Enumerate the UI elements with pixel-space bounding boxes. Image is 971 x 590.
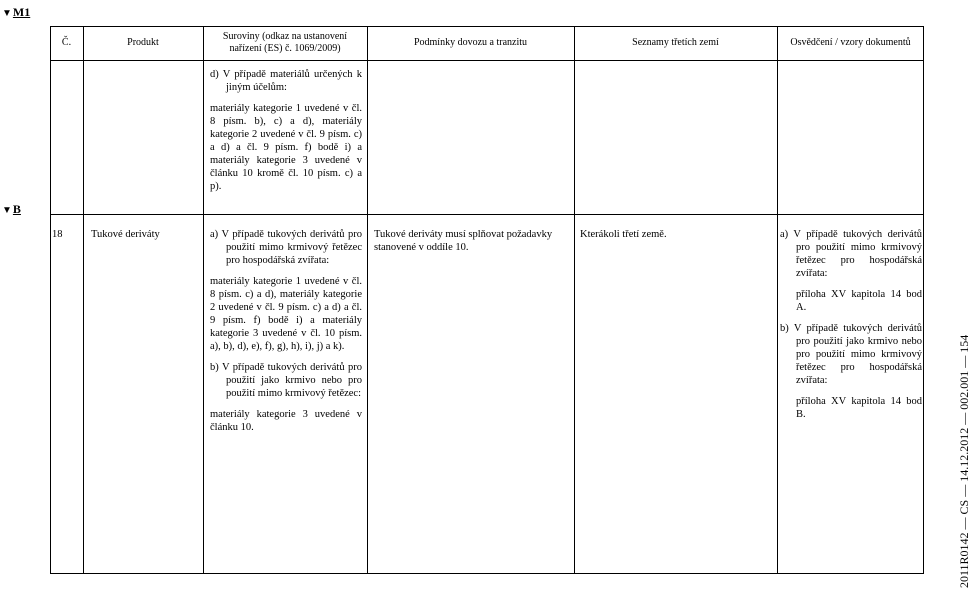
triangle-down-icon: ▼ [2, 8, 12, 19]
column-divider [777, 26, 778, 574]
raw-item-b-detail: materiály kategorie 3 uvedené v článku 10. [210, 409, 362, 433]
header-col-certificates: Osvědčení / vzory dokumentů [790, 37, 911, 48]
certificate-item-a-detail: příloha XV kapitola 14 bod A. [796, 289, 922, 313]
row-18-conditions: Tukové deriváty musí splňovat požadavky stanovené v oddíle 10. [374, 229, 553, 253]
row-18-number: 18 [52, 229, 63, 240]
prev-row-raw-materials [210, 68, 362, 193]
certificate-item-a: a) V případě tukových derivátů pro použití mimo krmivový řetězec pro hospodářská zvířata: [780, 229, 922, 279]
column-divider [203, 26, 204, 574]
column-divider [83, 26, 84, 574]
raw-item-b: b) V případě tukových derivátů pro použití jako krmivo nebo pro použití mimo krmivový řetězec: [210, 362, 362, 399]
header-col-conditions: Podmínky dovozu a tranzitu [413, 37, 528, 48]
header-col-raw-materials [203, 31, 367, 55]
header-col-no: Č. [61, 37, 72, 48]
raw-item-d: d) V případě materiálů určených k jiným účelům: [210, 69, 362, 93]
amendment-marker-b [2, 202, 21, 217]
header-col-countries: Seznamy třetích zemí [632, 37, 719, 48]
raw-item-a-detail: materiály kategorie 1 uvedené v čl. 8 písm. c) a d), materiály kategorie 2 uvedené v čl. 9 písm. c) a d) a čl. 9 písm. f) bodě i) a materiály kategorie 3 uvedené v čl. 10 písm. a), b), d), e), f), g), h), i), j) a k). [210, 276, 362, 352]
row-18-certificates [780, 228, 922, 421]
header-raw-line-2: nařízení (ES) č. 1069/2009) [229, 43, 341, 54]
marker-code: B [12, 202, 21, 216]
raw-item-d-detail: materiály kategorie 1 uvedené v čl. 8 písm. b), c) a d), materiály kategorie 2 uvedené v čl. 9 písm. c) a d) a čl. 9 písm. f) bodě i) a materiály kategorie 3 uvedené v článku 10 kromě čl. 10 písm. c) a p). [210, 103, 362, 192]
raw-item-a: a) V případě tukových derivátů pro použití mimo krmivový řetězec pro hospodářská zvířata: [210, 229, 362, 266]
header-col-product: Produkt [127, 37, 159, 48]
row-18-countries: Kterákoli třetí země. [580, 229, 667, 240]
row-18-raw-materials [210, 228, 362, 434]
side-label-text: 2011R0142 — CS — 14.12.2012 — 002.001 — 154 [957, 334, 971, 588]
row-divider [50, 214, 924, 215]
document-reference-side-label [946, 2, 971, 588]
certificate-item-b-detail: příloha XV kapitola 14 bod B. [796, 396, 922, 420]
amendment-marker-m1 [2, 5, 30, 20]
certificate-item-b: b) V případě tukových derivátů pro použití jako krmivo nebo pro použití mimo krmivový řetězec pro hospodářská zvířata: [780, 323, 922, 386]
header-divider [50, 60, 924, 61]
triangle-down-icon: ▼ [2, 205, 12, 216]
column-divider [574, 26, 575, 574]
marker-code: M1 [12, 5, 31, 19]
header-raw-line-1: Suroviny (odkaz na ustanovení [222, 31, 348, 42]
row-18-product: Tukové deriváty [91, 229, 160, 240]
column-divider [367, 26, 368, 574]
